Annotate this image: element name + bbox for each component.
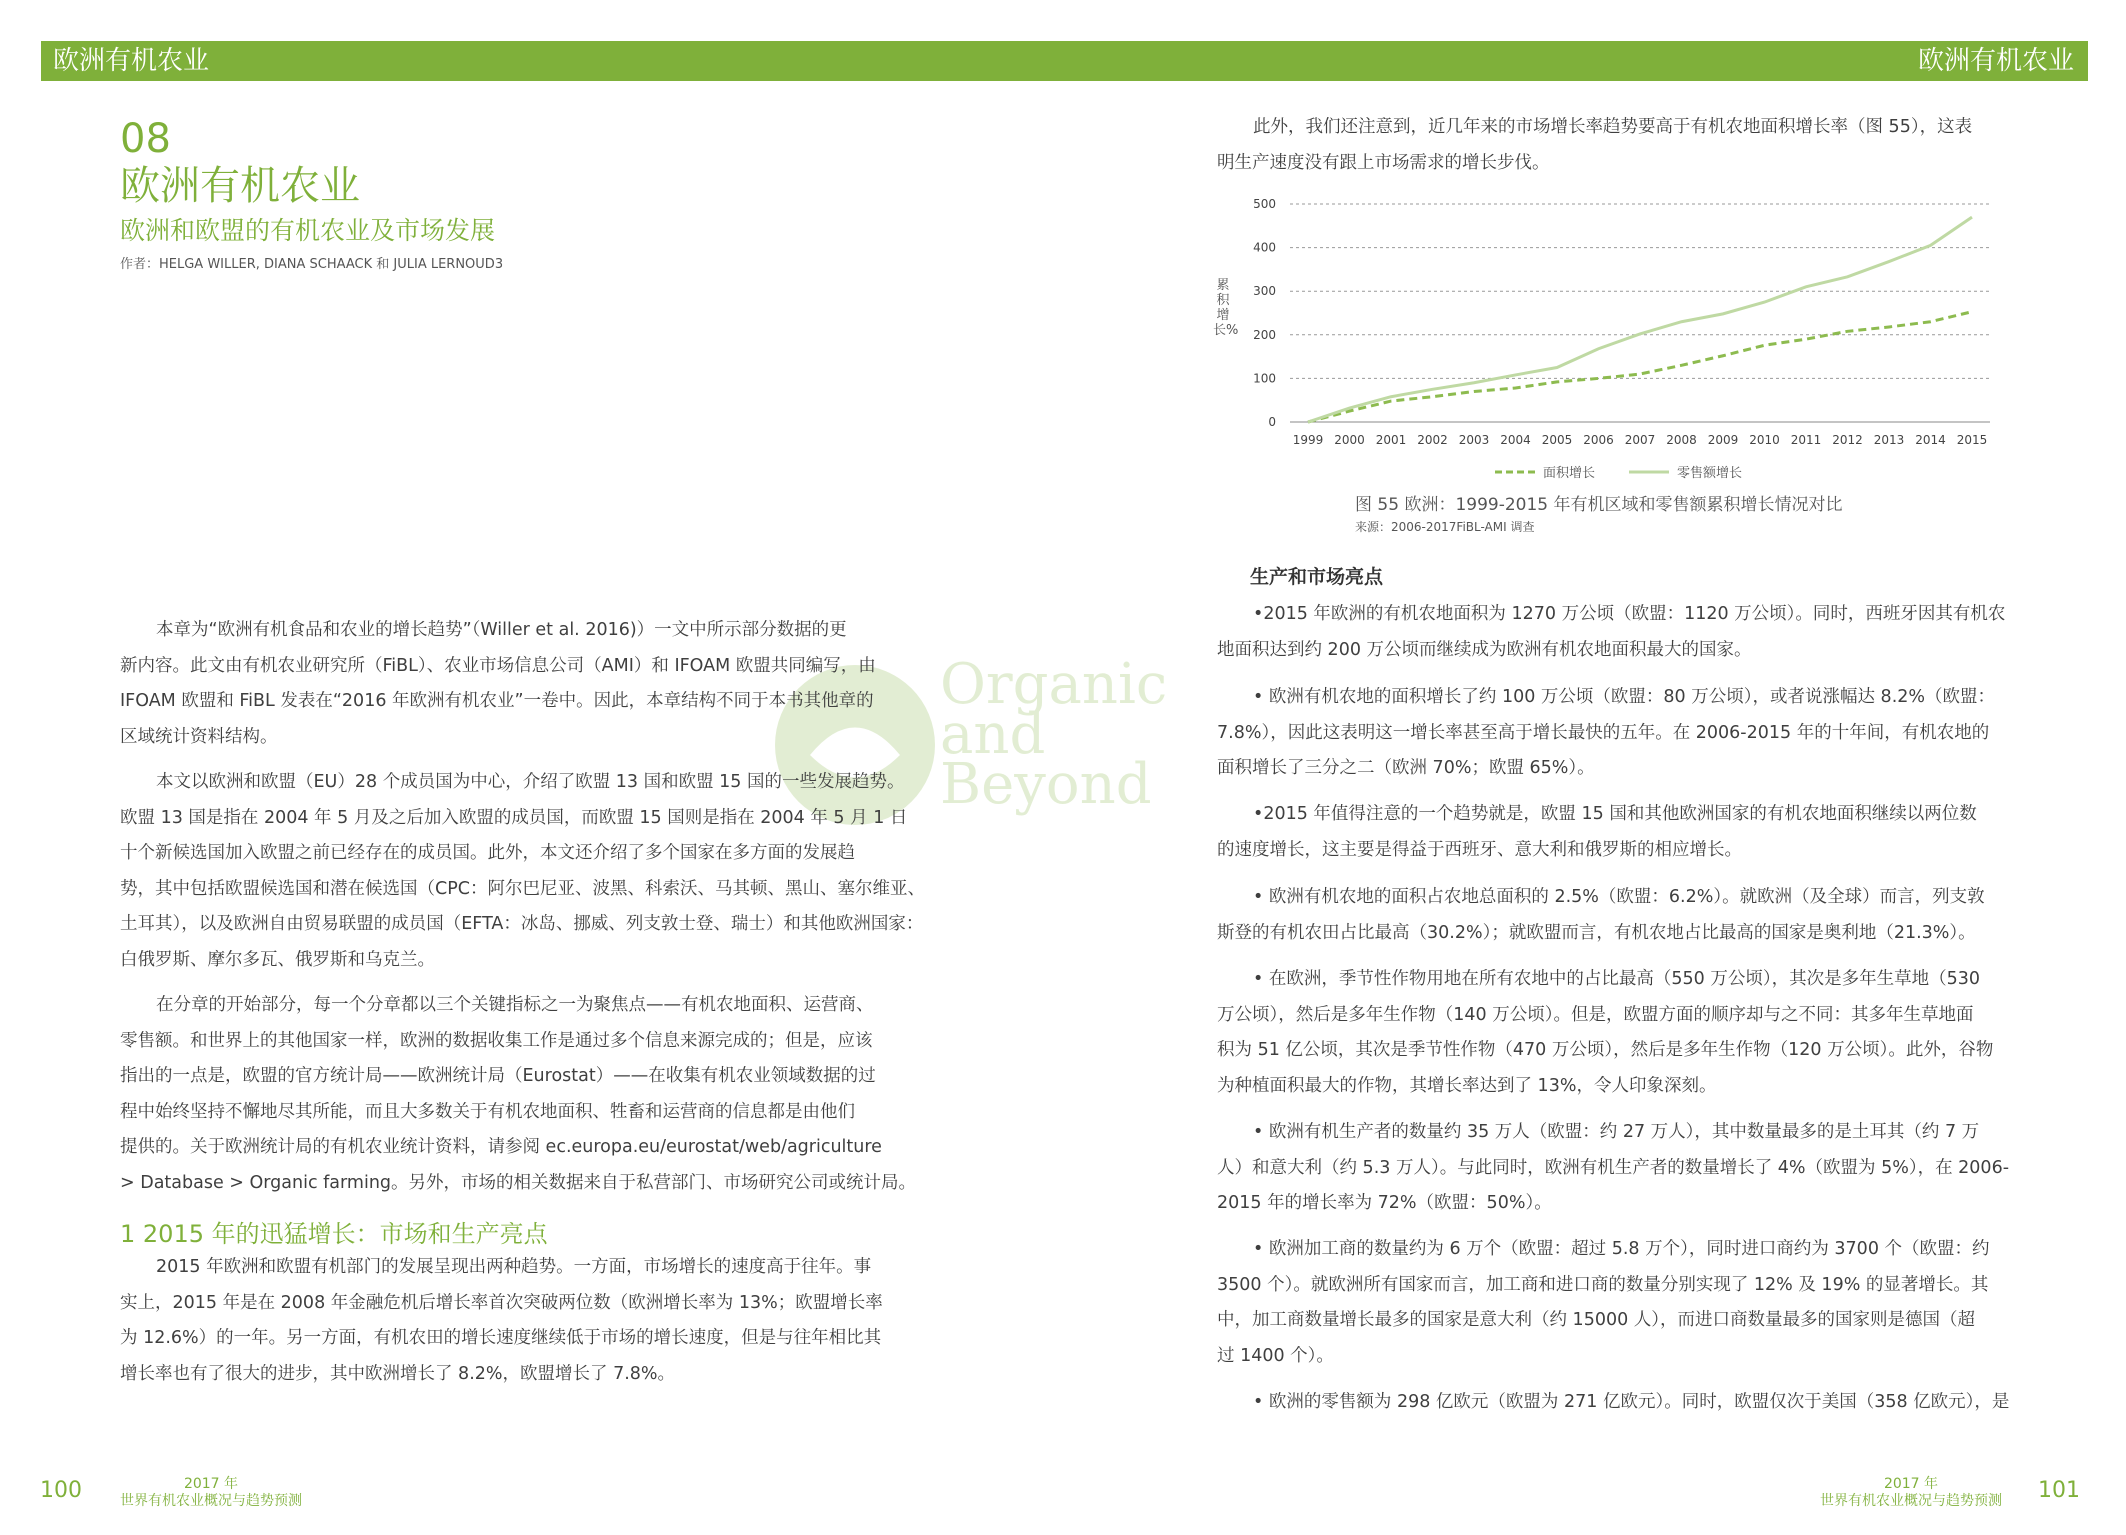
text-line: 3500 个）。就欧洲所有国家而言，加工商和进口商的数量分别实现了 12% 及 19% 的显著增长。其: [1217, 1274, 1989, 1295]
chart-legend: [1495, 462, 1742, 481]
text-line: 白俄罗斯、摩尔多瓦、俄罗斯和乌克兰。: [120, 949, 435, 970]
chart-grid: [1290, 204, 1990, 422]
text-line: 的速度增长，这主要是得益于西班牙、意大利和俄罗斯的相应增长。: [1217, 839, 1742, 860]
text-line: 指出的一点是，欧盟的官方统计局——欧洲统计局（Eurostat）——在收集有机农业领域数据的过: [120, 1066, 876, 1086]
text-line: 十个新候选国加入欧盟之前已经存在的成员国。此外，本文还介绍了多个国家在多方面的发展趋: [120, 843, 855, 863]
text-line: 地面积达到约 200 万公顷而继续成为欧洲有机农地面积最大的国家。: [1217, 639, 1752, 660]
footer-left: [120, 1476, 302, 1510]
text-line: 积为 51 亿公顷，其次是季节性作物（470 万公顷），然后是多年生作物（120 万公顷）。此外，谷物: [1217, 1040, 1994, 1060]
chapter-authors: 作者：HELGA WILLER, DIANA SCHAACK 和 JULIA LERNOUD3: [120, 257, 504, 272]
text-line: 过 1400 个）。: [1217, 1345, 1334, 1366]
x-tick-label: 2015: [1956, 433, 1988, 447]
right-paragraph-6: [1217, 1115, 2017, 1222]
text-line: 区域统计资料结构。: [120, 726, 278, 747]
text-line: 面积增长了三分之二（欧洲 70%；欧盟 65%）。: [1217, 758, 1595, 778]
page-number-right: 101: [2038, 1478, 2080, 1503]
watermark-text: [940, 652, 1168, 817]
x-tick-label: 2002: [1417, 433, 1448, 447]
x-tick-label: 2009: [1707, 433, 1739, 447]
text-line: • 欧洲有机农地的面积占农地总面积的 2.5%（欧盟：6.2%）。就欧洲（及全球）而言，列支敦: [1253, 887, 1985, 907]
section1-paragraph: [120, 1250, 920, 1392]
left-paragraph-1: [120, 613, 920, 755]
y-tick-label: 0: [1268, 415, 1276, 429]
x-tick-label: 2006: [1583, 433, 1614, 447]
y-tick-label: 500: [1253, 197, 1276, 211]
text-line: • 欧洲的零售额为 298 亿欧元（欧盟为 271 亿欧元）。同时，欧盟仅次于美国（358 亿欧元），是: [1253, 1392, 2010, 1412]
text-line: 7.8%），因此这表明这一增长率甚至高于增长最快的五年。在 2006-2015 年的十年间，有机农地的: [1217, 722, 1990, 743]
chapter-subtitle: 欧洲和欧盟的有机农业及市场发展: [120, 216, 496, 245]
text-line: 人）和意大利（约 5.3 万人）。与此同时，欧洲有机生产者的数量增长了 4%（欧盟为 5%），在 2006-: [1217, 1157, 2010, 1178]
text-line: > Database > Organic farming。另外，市场的相关数据来自于私营部门、市场研究公司或统计局。: [120, 1172, 917, 1193]
text-line: 本章为“欧洲有机食品和农业的增长趋势”（Willer et al. 2016)）一文中所示部分数据的更: [156, 620, 847, 640]
text-line: 在分章的开始部分，每一个分章都以三个关键指标之一为聚焦点——有机农地面积、运营商、: [156, 995, 874, 1015]
figure-caption: 图 55 欧洲：1999-2015 年有机区域和零售额累积增长情况对比: [1355, 495, 1843, 515]
watermark-line3: Beyond: [940, 752, 1152, 817]
header-left-title: 欧洲有机农业: [53, 46, 210, 76]
text-line: 零售额。和世界上的其他国家一样，欧洲的数据收集工作是通过多个信息来源完成的；但是，应该: [120, 1030, 873, 1051]
text-line: 为 12.6%）的一年。另一方面，有机农田的增长速度继续低于市场的增长速度，但是与往年相比其: [120, 1328, 882, 1348]
chapter-title: 欧洲有机农业: [120, 163, 360, 209]
footer-year: 2017 年: [1883, 1476, 1939, 1492]
watermark-line2: and: [940, 702, 1046, 767]
right-intro: [1217, 110, 2017, 181]
footer-right: [1820, 1476, 2002, 1510]
x-tick-label: 2005: [1541, 433, 1573, 447]
text-line: 为种植面积最大的作物，其增长率达到了 13%，令人印象深刻。: [1217, 1075, 1717, 1096]
text-line: 斯登的有机农田占比最高（30.2%）；就欧盟而言，有机农地占比最高的国家是奥利地（21.3%）。: [1217, 922, 1976, 943]
text-line: IFOAM 欧盟和 FiBL 发表在“2016 年欧洲有机农业”一卷中。因此，本章结构不同于本书其他章的: [120, 691, 874, 711]
header-bar: [41, 41, 2088, 81]
footer-book-title: 世界有机农业概况与趋势预测: [1820, 1493, 2002, 1509]
text-line: 增长率也有了很大的进步，其中欧洲增长了 8.2%，欧盟增长了 7.8%。: [120, 1363, 676, 1384]
text-line: 2015 年欧洲和欧盟有机部门的发展呈现出两种趋势。一方面，市场增长的速度高于往年。事: [156, 1257, 872, 1277]
text-line: 2015 年的增长率为 72%（欧盟：50%）。: [1217, 1193, 1552, 1213]
footer-book-title: 世界有机农业概况与趋势预测: [120, 1493, 302, 1509]
x-tick-label: 2007: [1624, 433, 1656, 447]
text-line: 明生产速度没有跟上市场需求的增长步伐。: [1217, 152, 1550, 173]
text-line: • 欧洲有机农地的面积增长了约 100 万公顷（欧盟：80 万公顷），或者说涨幅达 8.2%（欧盟：: [1253, 687, 1996, 707]
section-heading-highlights: 生产和市场亮点: [1250, 566, 1384, 588]
text-line: 程中始终坚持不懈地尽其所能，而且大多数关于有机农地面积、牲畜和运营商的信息都是由他们: [120, 1101, 855, 1122]
right-paragraph-4: [1217, 880, 2017, 951]
right-paragraph-7: [1217, 1232, 2017, 1374]
right-paragraph-1: [1217, 597, 2017, 668]
left-paragraph-2: [120, 765, 925, 978]
x-tick-label: 2012: [1832, 433, 1863, 447]
x-tick-label: 2013: [1873, 433, 1905, 447]
text-line: 势，其中包括欧盟候选国和潜在候选国（CPC：阿尔巴尼亚、波黑、科索沃、马其顿、黑山、塞尔维亚、: [120, 878, 925, 899]
x-tick-label: 2014: [1915, 433, 1946, 447]
x-tick-label: 1999: [1292, 433, 1324, 447]
text-line: • 欧洲有机生产者的数量约 35 万人（欧盟：约 27 万人），其中数量最多的是土耳其（约 7 万: [1253, 1122, 1980, 1142]
text-line: 此外，我们还注意到，近几年来的市场增长率趋势要高于有机农地面积增长率（图 55），这表: [1253, 117, 1973, 137]
x-tick-label: 2008: [1666, 433, 1697, 447]
text-line: •2015 年值得注意的一个趋势就是，欧盟 15 国和其他欧洲国家的有机农地面积继续以两位数: [1253, 804, 1977, 824]
legend-swatch-area: [1495, 469, 1535, 475]
section-heading: 1 2015 年的迅猛增长：市场和生产亮点: [120, 1220, 548, 1248]
y-axis-label: 累积增长%: [1213, 278, 1239, 338]
y-axis-ticks: [1253, 197, 1276, 429]
y-tick-label: 300: [1253, 284, 1276, 299]
figure-source: 来源：2006-2017FiBL-AMI 调查: [1355, 520, 1535, 534]
text-line: 土耳其），以及欧洲自由贸易联盟的成员国（EFTA：冰岛、挪威、列支敦士登、瑞士）和其他欧洲国家：: [120, 914, 924, 934]
text-line: 万公顷），然后是多年生作物（140 万公顷）。但是，欧盟方面的顺序却与之不同：其多年生草地面: [1217, 1004, 1974, 1025]
text-line: 新内容。此文由有机农业研究所（FiBL）、农业市场信息公司（AMI）和 IFOAM 欧盟共同编写，由: [120, 655, 876, 676]
y-tick-label: 100: [1253, 371, 1276, 386]
text-line: •2015 年欧洲的有机农地面积为 1270 万公顷（欧盟：1120 万公顷）。同时，西班牙因其有机农: [1253, 604, 2006, 624]
page-number-left: 100: [40, 1478, 82, 1503]
growth-line-chart: [1210, 190, 2010, 490]
x-tick-label: 2001: [1375, 433, 1407, 447]
x-tick-label: 2004: [1500, 433, 1531, 447]
right-paragraph-3: [1217, 797, 2017, 868]
legend-label-retail: 零售额增长: [1677, 466, 1743, 481]
x-tick-label: 2010: [1749, 433, 1780, 447]
text-line: 中，加工商数量增长最多的国家是意大利（约 15000 人），而进口商数量最多的国家则是德国（超: [1217, 1310, 1976, 1330]
header-right-title: 欧洲有机农业: [1917, 46, 2074, 76]
text-line: • 欧洲加工商的数量约为 6 万个（欧盟：超过 5.8 万个），同时进口商约为 3700 个（欧盟：约: [1253, 1239, 1990, 1259]
text-line: • 在欧洲，季节性作物用地在所有农地中的占比最高（550 万公顷），其次是多年生草地（530: [1253, 969, 1980, 989]
series-line-area: [1308, 312, 1972, 422]
left-paragraph-3: [120, 988, 920, 1201]
right-paragraph-8: [1217, 1385, 2017, 1421]
x-axis-ticks: [1293, 433, 1988, 447]
y-tick-label: 200: [1253, 327, 1276, 342]
watermark-line1: Organic: [940, 652, 1168, 717]
x-tick-label: 2000: [1334, 433, 1365, 447]
chapter-number: 08: [120, 116, 171, 162]
y-tick-label: 400: [1253, 240, 1276, 255]
legend-swatch-retail: [1629, 469, 1669, 475]
right-paragraph-2: [1217, 680, 2017, 787]
legend-label-area: 面积增长: [1543, 466, 1596, 481]
text-line: 提供的。关于欧洲统计局的有机农业统计资料，请参阅 ec.europa.eu/eurostat/web/agriculture: [120, 1137, 882, 1157]
footer-year: 2017 年: [183, 1476, 239, 1492]
text-line: 实上，2015 年是在 2008 年金融危机后增长率首次突破两位数（欧洲增长率为 13%；欧盟增长率: [120, 1292, 883, 1313]
x-tick-label: 2003: [1458, 433, 1490, 447]
text-line: 欧盟 13 国是指在 2004 年 5 月及之后加入欧盟的成员国，而欧盟 15 国则是指在 2004 年 5 月 1 日: [120, 807, 908, 828]
right-paragraph-5: [1217, 962, 2017, 1104]
x-tick-label: 2011: [1790, 433, 1822, 447]
text-line: 本文以欧洲和欧盟（EU）28 个成员国为中心，介绍了欧盟 13 国和欧盟 15 国的一些发展趋势。: [156, 772, 905, 792]
